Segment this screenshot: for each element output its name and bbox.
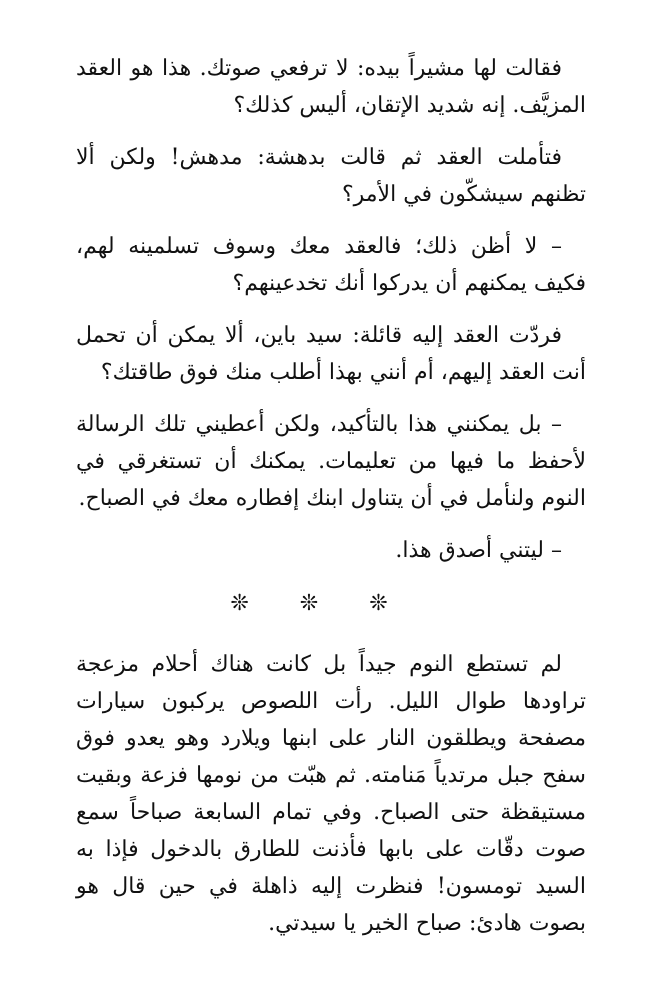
paragraph-7: لم تستطع النوم جيداً بل كانت هناك أحلام مزعجة تراودها طوال الليل. رأت اللصوص يركبون سيارات مصفحة ويطلقون النار على ابنها ويلارد وهو يعدو فوق سفح جبل مرتدياً مَنامته. ثم هبّت من نومها فزعة وبقيت مستيقظة حتى الصباح. وفي تمام السابعة صباحاً سمع صوت دقّات على بابها فأذنت للطارق بالدخول فإذا به السيد تومسون! فنظرت إليه ذاهلة في حين قال هو بصوت هادئ: صباح الخير يا سيدتي.: [76, 652, 586, 936]
paragraph-6: – ليتني أصدق هذا.: [395, 538, 562, 563]
paragraph-4: فردّت العقد إليه قائلة: سيد باين، ألا يمكن أن تحمل أنت العقد إليهم، أم أنني بهذا أطلب منك فوق طاقتك؟: [76, 323, 586, 385]
paragraph-1: فقالت لها مشيراً بيده: لا ترفعي صوتك. هذا هو العقد المزيَّف. إنه شديد الإتقان، أليس كذلك؟: [76, 56, 586, 118]
paragraph-2: فتأملت العقد ثم قالت بدهشة: مدهش! ولكن ألا تظنهم سيشكّون في الأمر؟: [76, 145, 586, 207]
section-separator: ❊ ❊ ❊: [230, 591, 410, 616]
paragraph-3: – لا أظن ذلك؛ فالعقد معك وسوف تسلمينه لهم، فكيف يمكنهم أن يدركوا أنك تخدعينهم؟: [76, 234, 586, 296]
book-page: [76, 50, 586, 957]
paragraph-5: – بل يمكنني هذا بالتأكيد، ولكن أعطيني تلك الرسالة لأحفظ ما فيها من تعليمات. يمكنك أن تستغرقي في النوم ولنأمل في أن يتناول ابنك إفطاره معك في الصباح.: [76, 412, 586, 511]
